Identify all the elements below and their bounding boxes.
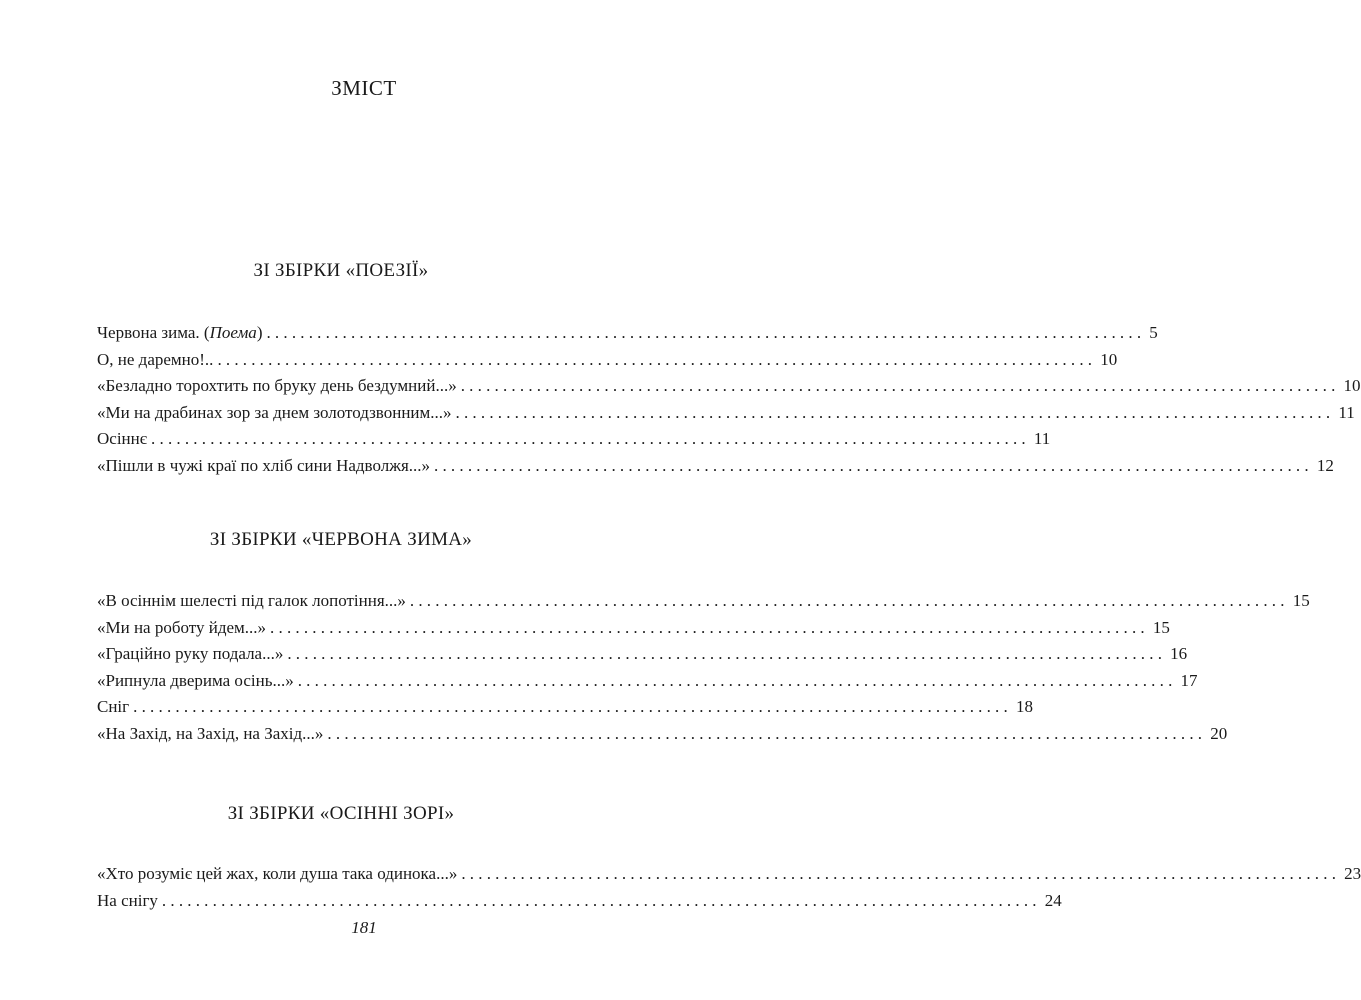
toc-entry-title: «Ми на драбинах зор за днем золотодзвонним...»	[97, 402, 452, 422]
section-heading: ЗІ ЗБІРКИ «ЧЕРВОНА ЗИМА»	[209, 529, 473, 550]
toc-entry-page: 24	[1044, 890, 1062, 910]
toc-entry-page: 11	[1033, 429, 1051, 448]
toc-entry[interactable]	[97, 641, 1188, 668]
toc-entry[interactable]	[97, 320, 1158, 347]
toc-entry-title: «Хто розуміє цей жах, коли душа така одинока...»	[97, 864, 458, 883]
toc-entry[interactable]	[97, 721, 1228, 748]
toc-entry-title: «Пішли в чужі краї по хліб сини Надволжя...»	[97, 455, 431, 475]
section-heading: ЗІ ЗБІРКИ «ПОЕЗІЇ»	[253, 260, 429, 281]
dot-leader: ........................................................................................................	[434, 455, 1313, 475]
toc-entry-page: 23	[1344, 864, 1361, 883]
toc-entry-page: 15	[1292, 591, 1310, 610]
page-title: ЗМІСТ	[331, 76, 397, 100]
toc-list	[97, 320, 1361, 479]
toc-entry[interactable]	[97, 373, 1361, 400]
dot-leader: ........................................................................................................	[270, 617, 1149, 637]
toc-entry[interactable]	[97, 347, 1118, 374]
toc-entry[interactable]	[97, 426, 1051, 453]
toc-section-osinni-zori	[97, 802, 1361, 914]
toc-entry-title: Осіннє	[97, 429, 148, 448]
dot-leader: ........................................................................................................	[151, 429, 1030, 448]
toc-section-poezii	[97, 259, 1361, 479]
dot-leader: ........................................................................................................	[161, 890, 1041, 910]
toc-entry-title: «На Захід, на Захід, на Захід...»	[97, 723, 324, 743]
toc-entry-page: 20	[1210, 723, 1228, 743]
toc-entry[interactable]	[97, 400, 1355, 427]
toc-entry-title: О, не даремно!..	[97, 349, 214, 369]
toc-list	[97, 861, 1361, 914]
dot-leader: ........................................................................................................	[217, 349, 1097, 369]
toc-section-chervona-zyma	[97, 528, 1310, 747]
toc-entry-title: Червона зима. (Поема)	[97, 323, 263, 342]
dot-leader: ........................................................................................................	[455, 402, 1335, 422]
section-heading: ЗІ ЗБІРКИ «ОСІННІ ЗОРІ»	[227, 803, 455, 824]
dot-leader: ........................................................................................................	[460, 376, 1340, 395]
toc-entry[interactable]	[97, 615, 1170, 642]
toc-entry-page: 10	[1343, 376, 1361, 395]
toc-entry-page: 11	[1338, 402, 1355, 422]
toc-entry-title: «Безладно торохтить по бруку день бездумний...»	[97, 376, 457, 395]
toc-entry-title: «Рипнула дверима осінь...»	[97, 670, 294, 690]
toc-entry-title: «Граційно руку подала...»	[97, 644, 284, 663]
toc-entry[interactable]	[97, 888, 1062, 915]
toc-entry-page: 16	[1170, 644, 1188, 663]
toc-entry[interactable]	[97, 694, 1033, 721]
toc-entry[interactable]	[97, 668, 1198, 695]
page-number: 181	[351, 918, 377, 937]
dot-leader: ........................................................................................................	[266, 323, 1146, 342]
toc-entry-page: 5	[1149, 323, 1158, 342]
toc-list	[97, 588, 1310, 747]
toc-entry[interactable]	[97, 588, 1310, 615]
dot-leader: ........................................................................................................	[327, 723, 1207, 743]
dot-leader: ........................................................................................................	[461, 864, 1341, 883]
toc-entry[interactable]	[97, 453, 1334, 480]
toc-entry-title: На снігу	[97, 890, 158, 910]
dot-leader: ........................................................................................................	[287, 644, 1167, 663]
toc-entry-page: 17	[1180, 670, 1198, 690]
toc-entry-title: «Ми на роботу йдем...»	[97, 617, 267, 637]
dot-leader: ........................................................................................................	[409, 591, 1289, 610]
dot-leader: ........................................................................................................	[133, 697, 1012, 716]
toc-entry-title: Сніг	[97, 697, 130, 716]
toc-entry-page: 12	[1316, 455, 1334, 475]
dot-leader: ........................................................................................................	[297, 670, 1177, 690]
toc-entry-title: «В осіннім шелесті під галок лопотіння...»	[97, 591, 406, 610]
toc-entry-page: 10	[1100, 349, 1118, 369]
toc-entry-page: 18	[1015, 697, 1033, 716]
toc-entry-page: 15	[1152, 617, 1170, 637]
toc-entry[interactable]	[97, 861, 1361, 888]
